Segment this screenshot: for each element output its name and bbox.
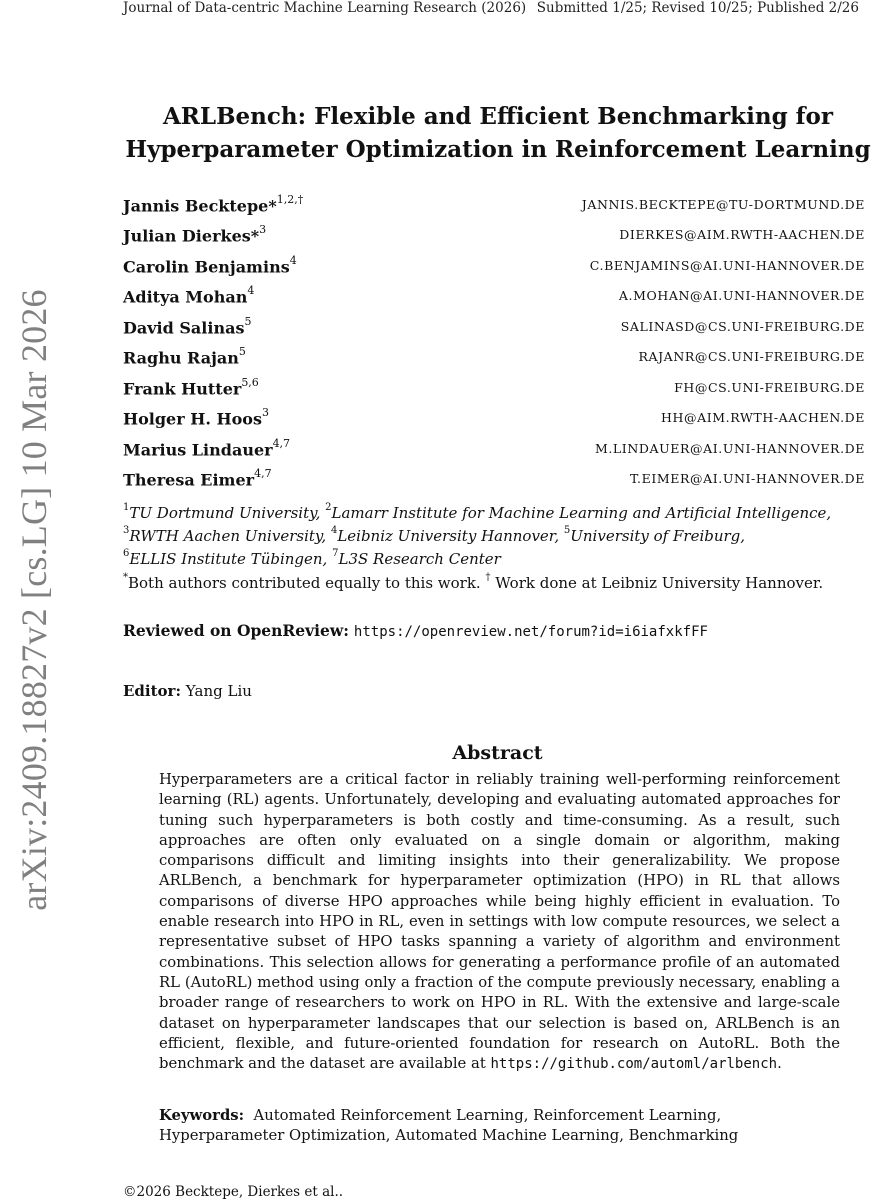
affiliations-line-3: $^6$ELLIS Institute Tübingen, $^7$L3S Research Center	[123, 548, 501, 568]
journal-header: Journal of Data-centric Machine Learning Research (2026)	[123, 0, 527, 16]
author-row	[123, 256, 865, 286]
author-name: Julian Dierkes*$^3$	[123, 223, 267, 246]
author-email[interactable]: FH@CS.UNI-FREIBURG.DE	[674, 380, 865, 395]
author-email[interactable]: DIERKES@AIM.RWTH-AACHEN.DE	[619, 227, 865, 242]
author-row	[123, 317, 865, 347]
author-name: Aditya Mohan$^4$	[123, 284, 255, 307]
author-name: David Salinas$^5$	[123, 315, 252, 338]
openreview-link[interactable]: https://openreview.net/forum?id=i6iafxkfFF	[353, 624, 708, 640]
author-name: Theresa Eimer$^{4,7}$	[123, 467, 272, 490]
author-email[interactable]: A.MOHAN@AI.UNI-HANNOVER.DE	[618, 288, 865, 303]
author-name: Frank Hutter$^{5,6}$	[123, 376, 259, 399]
author-row	[123, 195, 865, 225]
author-name: Jannis Becktepe*$^{1,2,\dagger}$	[123, 193, 304, 216]
keywords-text: Automated Reinforcement Learning, Reinforcement Learning, Hyperparameter Optimization, Automated Machine Learning, Benchmarking	[159, 1107, 739, 1145]
abstract-heading: Abstract	[452, 742, 543, 764]
author-row	[123, 378, 865, 408]
author-row	[123, 225, 865, 255]
affiliations-line-2: $^3$RWTH Aachen University, $^4$Leibniz University Hannover, $^5$University of Freiburg,	[123, 525, 746, 545]
affiliations-line-1: $^1$TU Dortmund University, $^2$Lamarr Institute for Machine Learning and Artificial Intelligence,	[123, 502, 832, 522]
abstract-body: Hyperparameters are a critical factor in reliably training well-performing reinforcement learning (RL) agents. Unfortunately, developing and evaluating automated approaches for tuning such hyperparameters is both costly and time-consuming. As a result, such approaches are often only evaluated on a single domain or algorithm, making comparisons difficult and limiting insights into their generalizability. We propose ARLBench, a benchmark for hyperparameter optimization (HPO) in RL that allows comparisons of diverse HPO approaches while being highly efficient in evaluation. To enable research into HPO in RL, even in settings with low compute resources, we select a representative subset of HPO tasks spanning a variety of algorithm and environment combinations. This selection allows for generating a performance profile of an automated RL (AutoRL) method using only a fraction of the compute previously necessary, enabling a broader range of researchers to work on HPO in RL. With the extensive and large-scale dataset on hyperparameter landscapes that our selection is based on, ARLBench is an efficient, flexible, and future-oriented foundation for research on AutoRL. Both the benchmark and the dataset are available at https://github.com/automl/arlbench.	[159, 771, 840, 1073]
author-email[interactable]: C.BENJAMINS@AI.UNI-HANNOVER.DE	[589, 258, 865, 273]
keywords-label: Keywords:	[159, 1107, 245, 1124]
paper-title	[123, 100, 873, 166]
author-row	[123, 347, 865, 377]
arxiv-side-label: arXiv:2409.18827v2 [cs.LG] 10 Mar 2026	[14, 289, 54, 911]
keywords	[159, 1106, 840, 1147]
title-line-1: ARLBench: Flexible and Efficient Benchmarking for	[162, 103, 834, 130]
publication-dates: Submitted 1/25; Revised 10/25; Published 2/26	[536, 0, 859, 16]
author-row	[123, 408, 865, 438]
contribution-note: *Both authors contributed equally to this work. † Work done at Leibniz University Hannover.	[123, 572, 824, 592]
editor-name: Yang Liu	[185, 682, 252, 700]
author-row	[123, 439, 865, 469]
author-email[interactable]: M.LINDAUER@AI.UNI-HANNOVER.DE	[594, 441, 865, 456]
author-name: Holger H. Hoos$^3$	[123, 406, 269, 429]
author-email[interactable]: T.EIMER@AI.UNI-HANNOVER.DE	[629, 471, 865, 486]
author-email[interactable]: JANNIS.BECKTEPE@TU-DORTMUND.DE	[581, 197, 865, 212]
copyright-footer: ©2026 Becktepe, Dierkes et al..	[123, 1184, 344, 1200]
author-row	[123, 469, 865, 499]
openreview-label: Reviewed on OpenReview:	[123, 621, 349, 640]
github-link[interactable]: https://github.com/automl/arlbench	[490, 1056, 778, 1073]
author-email[interactable]: HH@AIM.RWTH-AACHEN.DE	[661, 410, 865, 425]
title-line-2: Hyperparameter Optimization in Reinforcement Learning	[125, 136, 871, 163]
author-email[interactable]: SALINASD@CS.UNI-FREIBURG.DE	[620, 319, 865, 334]
editor-line	[123, 682, 252, 700]
author-name: Raghu Rajan$^5$	[123, 345, 246, 368]
author-email[interactable]: RAJANR@CS.UNI-FREIBURG.DE	[638, 349, 865, 364]
author-name: Marius Lindauer$^{4,7}$	[123, 437, 291, 460]
openreview-line	[123, 621, 708, 640]
author-row	[123, 286, 865, 316]
editor-label: Editor:	[123, 682, 181, 700]
author-name: Carolin Benjamins$^4$	[123, 254, 297, 277]
